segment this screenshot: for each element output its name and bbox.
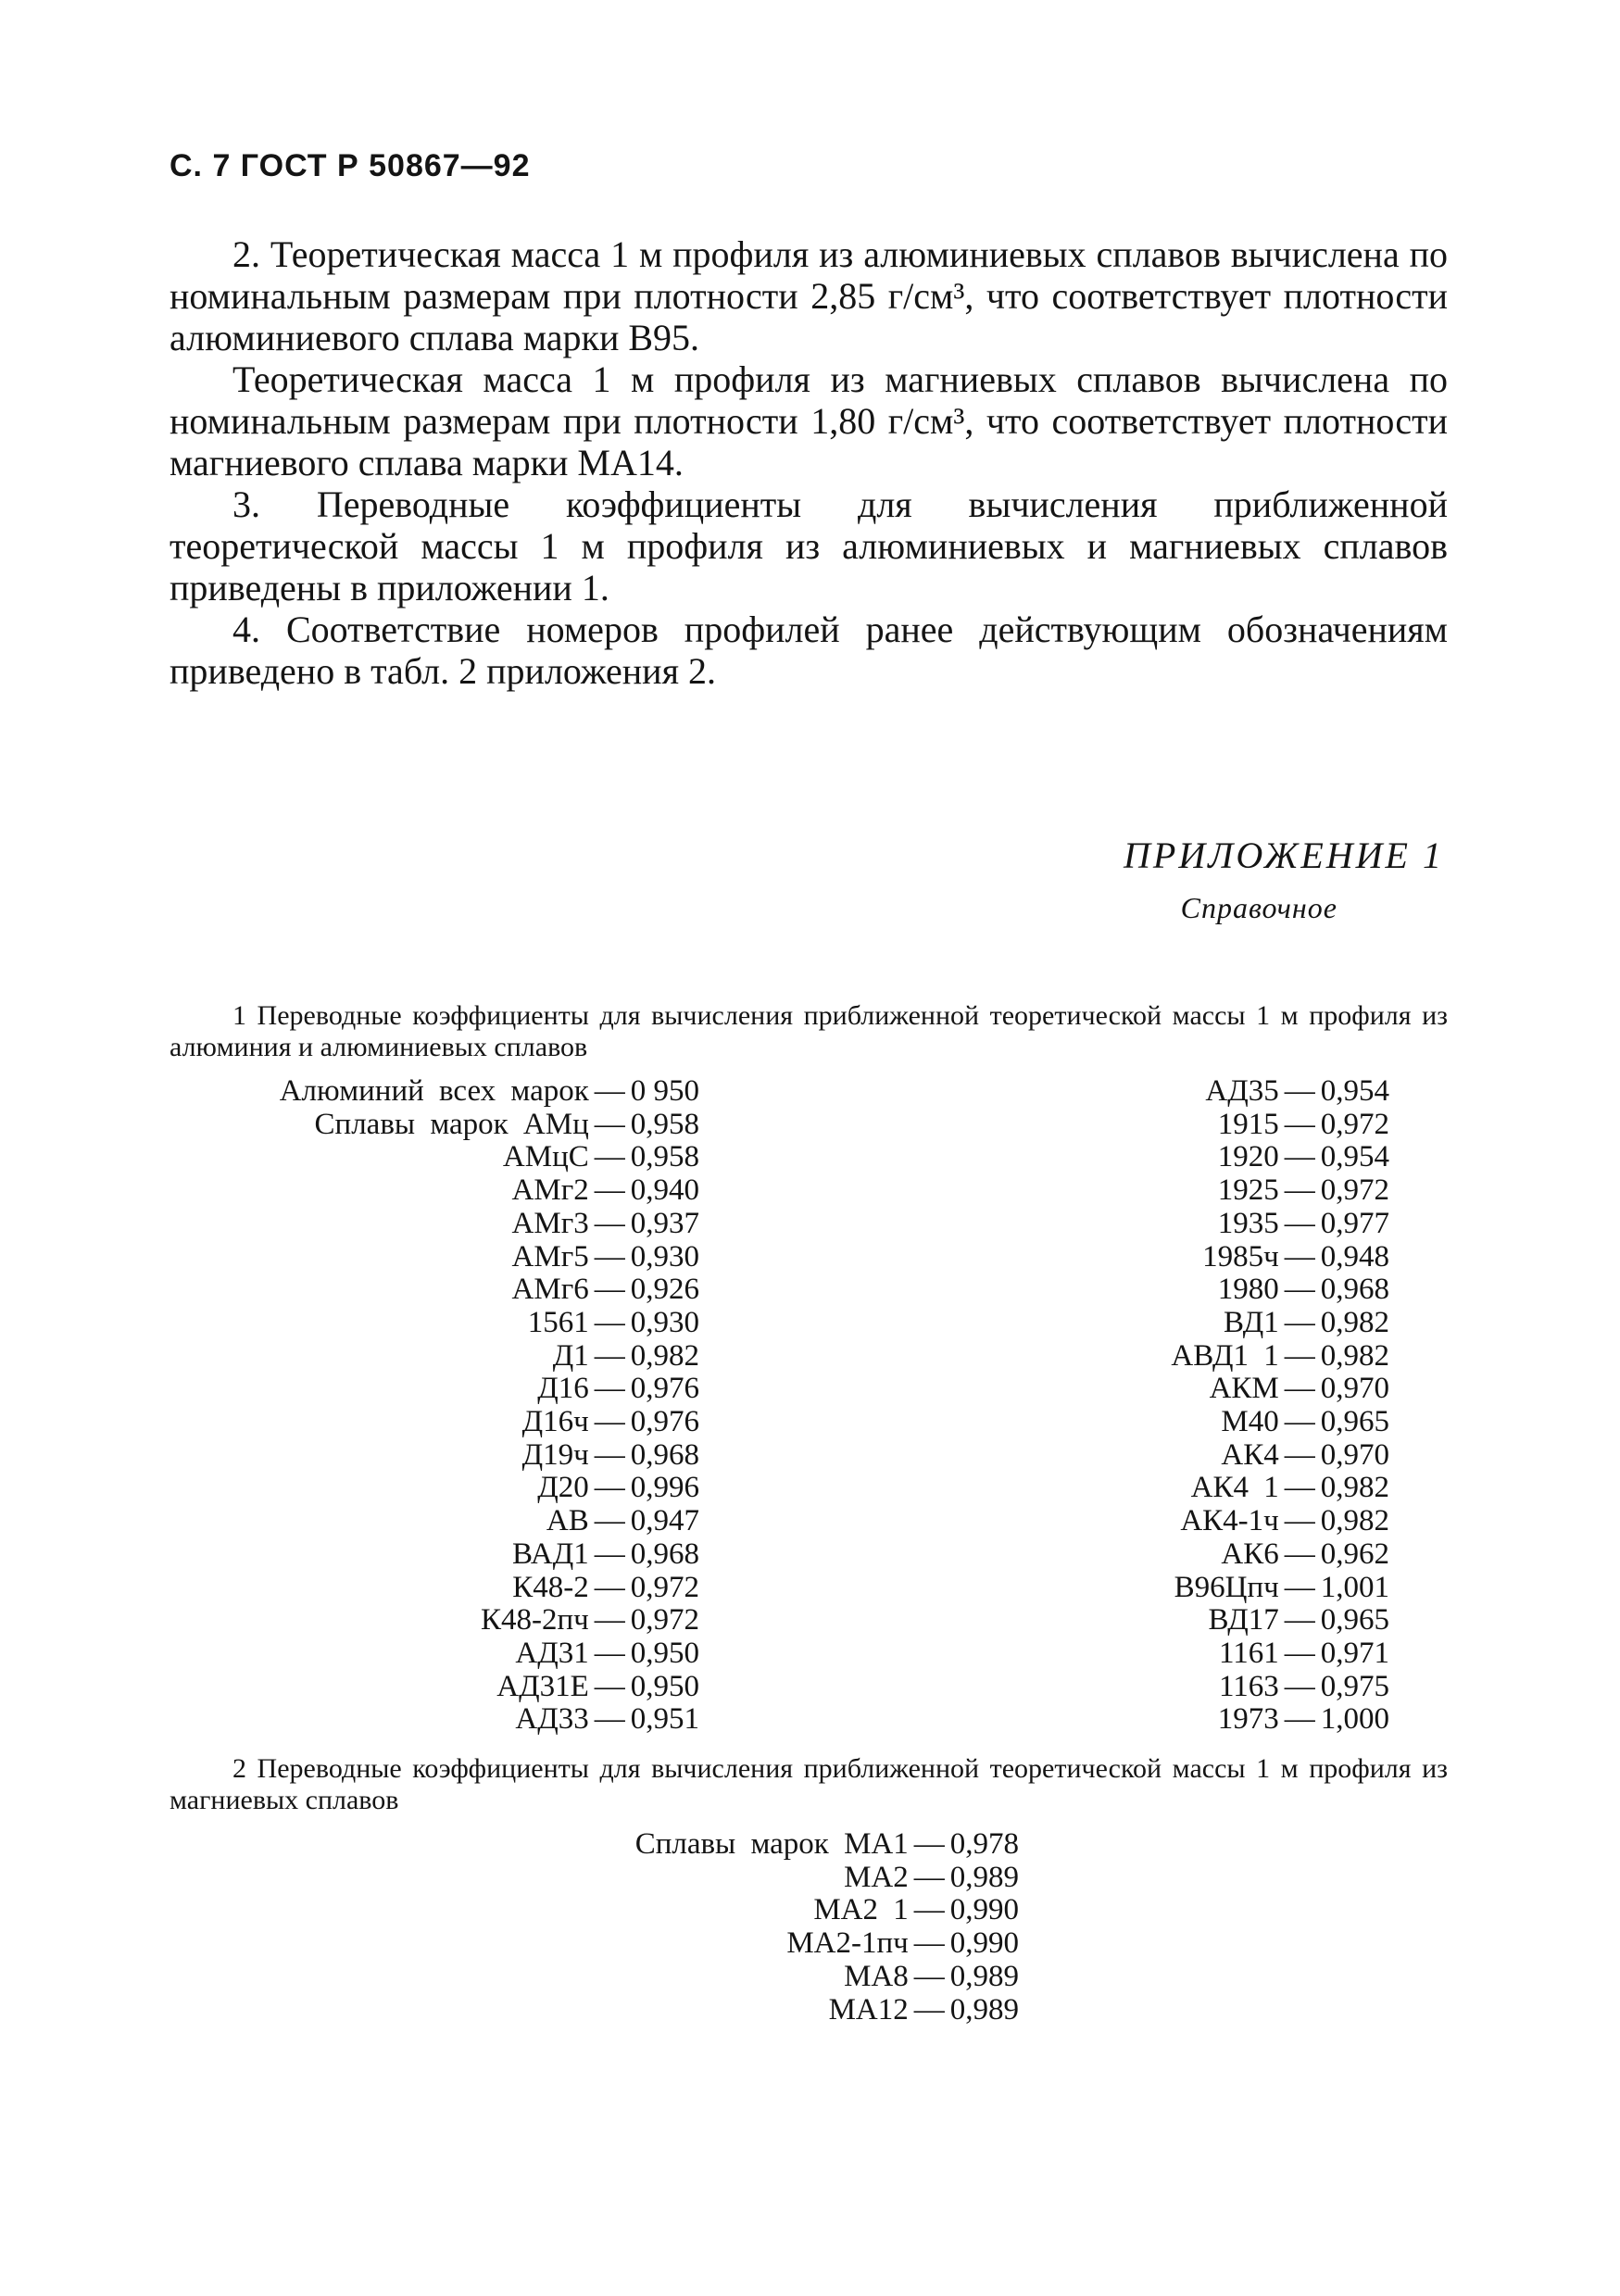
alloy-name: Д20 xyxy=(537,1471,589,1505)
dash: — xyxy=(594,1107,625,1141)
coefficient-value: 0,976 xyxy=(630,1405,699,1439)
alloy-name: МА2 xyxy=(844,1860,909,1894)
coefficient-value: 0,930 xyxy=(630,1239,699,1273)
dash: — xyxy=(1284,1107,1315,1141)
coefficient-row xyxy=(519,1994,1019,2027)
dash: — xyxy=(594,1140,625,1174)
dash: — xyxy=(594,1338,625,1373)
dash: — xyxy=(1284,1636,1315,1670)
dash: — xyxy=(1284,1504,1315,1538)
dash: — xyxy=(594,1603,625,1637)
coefficient-value: 0,982 xyxy=(1320,1504,1389,1538)
dash: — xyxy=(1284,1570,1315,1604)
alloy-name: Д16ч xyxy=(521,1405,589,1439)
coefficient-row xyxy=(1019,1604,1389,1637)
dash: — xyxy=(594,1273,625,1307)
alloy-name: АК4 xyxy=(1221,1437,1279,1472)
alloy-name: ВД17 xyxy=(1208,1603,1279,1637)
coefficient-value: 0,950 xyxy=(630,1669,699,1703)
coefficient-row xyxy=(1019,1373,1389,1406)
coefficient-value: 0,989 xyxy=(949,1860,1019,1894)
coefficient-row xyxy=(1019,1572,1389,1605)
dash: — xyxy=(1284,1471,1315,1505)
alloy-name: 1973 xyxy=(1217,1702,1279,1737)
dash: — xyxy=(594,1570,625,1604)
dash: — xyxy=(1284,1206,1315,1240)
dash: — xyxy=(1284,1537,1315,1571)
aluminium-coefficients-left xyxy=(185,1075,699,1737)
coefficient-row xyxy=(185,1472,699,1505)
dash: — xyxy=(1284,1405,1315,1439)
coefficient-row xyxy=(519,1862,1019,1895)
coefficient-row xyxy=(1019,1439,1389,1473)
alloy-name: АД35 xyxy=(1205,1074,1279,1108)
coefficient-value: 0,972 xyxy=(630,1603,699,1637)
alloy-name: АМг6 xyxy=(511,1273,589,1307)
coefficient-value: 0,940 xyxy=(630,1173,699,1208)
coefficient-value: 0,958 xyxy=(630,1140,699,1174)
coefficient-value: 0,989 xyxy=(949,1959,1019,1993)
dash: — xyxy=(1284,1372,1315,1406)
coefficient-row xyxy=(519,1927,1019,1961)
coefficient-row xyxy=(185,1439,699,1473)
coefficient-row xyxy=(519,1894,1019,1927)
alloy-name: 1561 xyxy=(527,1305,589,1339)
alloy-name: АМг5 xyxy=(511,1239,589,1273)
alloy-name: Д19ч xyxy=(521,1437,589,1472)
alloy-name: АВД1 1 xyxy=(1171,1338,1279,1373)
dash: — xyxy=(594,1405,625,1439)
dash: — xyxy=(913,1992,945,2026)
dash: — xyxy=(594,1372,625,1406)
paragraph-3: 3. Переводные коэффициенты для вычисления приближенной теоретической массы 1 м профиля из алюминиевых и магниевых сплавов приведены в приложении 1. xyxy=(170,483,1448,609)
alloy-name: Сплавы марок МА1 xyxy=(634,1827,909,1861)
section-1-heading: 1 Переводные коэффициенты для вычисления приближенной теоретической массы 1 м профиля из алюминия и алюминиевых сплавов xyxy=(170,1000,1448,1062)
dash: — xyxy=(594,1074,625,1108)
section-2-heading: 2 Переводные коэффициенты для вычисления приближенной теоретической массы 1 м профиля из магниевых сплавов xyxy=(170,1753,1448,1815)
alloy-name: АК6 xyxy=(1221,1537,1279,1571)
coefficient-row xyxy=(1019,1505,1389,1538)
magnesium-coefficients xyxy=(519,1828,1019,2026)
dash: — xyxy=(594,1471,625,1505)
alloy-name: МА2-1пч xyxy=(786,1926,909,1961)
coefficient-value: 0,950 xyxy=(630,1636,699,1670)
coefficient-row xyxy=(1019,1174,1389,1208)
coefficient-row xyxy=(1019,1637,1389,1671)
dash: — xyxy=(1284,1603,1315,1637)
dash: — xyxy=(1284,1437,1315,1472)
coefficient-value: 0,954 xyxy=(1320,1140,1389,1174)
coefficient-row xyxy=(185,1538,699,1572)
coefficient-row xyxy=(185,1505,699,1538)
coefficient-row xyxy=(185,1572,699,1605)
alloy-name: ВД1 xyxy=(1223,1305,1279,1339)
coefficient-row xyxy=(1019,1671,1389,1704)
coefficient-row xyxy=(1019,1141,1389,1174)
coefficient-row xyxy=(185,1208,699,1241)
alloy-name: 1935 xyxy=(1217,1206,1279,1240)
coefficient-value: 0,951 xyxy=(630,1702,699,1737)
alloy-name: Алюминий всех марок xyxy=(279,1074,589,1108)
page-header: С. 7 ГОСТ Р 50867—92 xyxy=(170,148,531,183)
coefficient-row xyxy=(1019,1307,1389,1340)
coefficient-value: 0,937 xyxy=(630,1206,699,1240)
coefficient-row xyxy=(185,1109,699,1142)
alloy-name: К48-2пч xyxy=(480,1603,589,1637)
dash: — xyxy=(594,1669,625,1703)
coefficient-row xyxy=(1019,1208,1389,1241)
alloy-name: АК4 1 xyxy=(1190,1471,1279,1505)
alloy-name: 1161 xyxy=(1218,1636,1279,1670)
alloy-name: 1915 xyxy=(1217,1107,1279,1141)
dash: — xyxy=(1284,1239,1315,1273)
coefficient-value: 0,970 xyxy=(1320,1372,1389,1406)
coefficient-value: 0,926 xyxy=(630,1273,699,1307)
dash: — xyxy=(1284,1074,1315,1108)
coefficient-row xyxy=(519,1828,1019,1862)
dash: — xyxy=(594,1305,625,1339)
coefficient-row xyxy=(185,1241,699,1274)
coefficient-value: 0,968 xyxy=(1320,1273,1389,1307)
alloy-name: 1163 xyxy=(1218,1669,1279,1703)
coefficient-value: 1,000 xyxy=(1320,1702,1389,1737)
alloy-name: МА2 1 xyxy=(813,1893,909,1927)
alloy-name: Д16 xyxy=(537,1372,589,1406)
coefficient-value: 0,978 xyxy=(949,1827,1019,1861)
dash: — xyxy=(913,1827,945,1861)
dash: — xyxy=(594,1702,625,1737)
alloy-name: 1985ч xyxy=(1202,1239,1279,1273)
dash: — xyxy=(913,1860,945,1894)
dash: — xyxy=(1284,1273,1315,1307)
alloy-name: АД31Е xyxy=(496,1669,589,1703)
alloy-name: МА8 xyxy=(844,1959,909,1993)
dash: — xyxy=(913,1926,945,1961)
dash: — xyxy=(594,1206,625,1240)
alloy-name: 1980 xyxy=(1217,1273,1279,1307)
coefficient-row xyxy=(185,1671,699,1704)
alloy-name: АМцС xyxy=(502,1140,589,1174)
coefficient-row xyxy=(1019,1075,1389,1109)
coefficient-value: 0,968 xyxy=(630,1437,699,1472)
coefficient-row xyxy=(185,1340,699,1374)
dash: — xyxy=(594,1537,625,1571)
alloy-name: 1925 xyxy=(1217,1173,1279,1208)
dash: — xyxy=(1284,1702,1315,1737)
coefficient-value: 0,962 xyxy=(1320,1537,1389,1571)
alloy-name: В96Цпч xyxy=(1174,1570,1279,1604)
dash: — xyxy=(1284,1669,1315,1703)
coefficient-value: 0,982 xyxy=(630,1338,699,1373)
coefficient-value: 0,972 xyxy=(630,1570,699,1604)
coefficient-row xyxy=(185,1703,699,1737)
paragraph-2-continued: Теоретическая масса 1 м профиля из магниевых сплавов вычислена по номинальным размерам при плотности 1,80 г/см³, что соответствует плотности магниевого сплава марки МА14. xyxy=(170,358,1448,483)
alloy-name: М40 xyxy=(1221,1405,1279,1439)
coefficient-value: 0,975 xyxy=(1320,1669,1389,1703)
dash: — xyxy=(594,1504,625,1538)
alloy-name: АКМ xyxy=(1209,1372,1279,1406)
alloy-name: АД33 xyxy=(515,1702,589,1737)
coefficient-row xyxy=(185,1604,699,1637)
coefficient-value: 0,982 xyxy=(1320,1338,1389,1373)
alloy-name: Сплавы марок АМц xyxy=(314,1107,589,1141)
dash: — xyxy=(1284,1338,1315,1373)
appendix-title: ПРИЛОЖЕНИЕ 1 xyxy=(1124,834,1444,876)
coefficient-row xyxy=(519,1961,1019,1994)
dash: — xyxy=(1284,1173,1315,1208)
alloy-name: МА12 xyxy=(828,1992,909,2026)
dash: — xyxy=(1284,1305,1315,1339)
coefficient-row xyxy=(1019,1340,1389,1374)
paragraph-2: 2. Теоретическая масса 1 м профиля из алюминиевых сплавов вычислена по номинальным размерам при плотности 2,85 г/см³, что соответствует плотности алюминиевого сплава марки В95. xyxy=(170,233,1448,358)
alloy-name: 1920 xyxy=(1217,1140,1279,1174)
coefficient-value: 0,972 xyxy=(1320,1107,1389,1141)
alloy-name: Д1 xyxy=(552,1338,589,1373)
dash: — xyxy=(594,1437,625,1472)
coefficient-value: 0,930 xyxy=(630,1305,699,1339)
coefficient-value: 0,970 xyxy=(1320,1437,1389,1472)
coefficient-value: 0,990 xyxy=(949,1893,1019,1927)
alloy-name: К48-2 xyxy=(512,1570,589,1604)
coefficient-value: 0,971 xyxy=(1320,1636,1389,1670)
dash: — xyxy=(913,1893,945,1927)
coefficient-row xyxy=(185,1406,699,1439)
coefficient-value: 0,948 xyxy=(1320,1239,1389,1273)
coefficient-value: 0,996 xyxy=(630,1471,699,1505)
coefficient-row xyxy=(1019,1538,1389,1572)
appendix-subtitle: Справочное xyxy=(1180,891,1337,924)
coefficient-value: 0,965 xyxy=(1320,1603,1389,1637)
coefficient-row xyxy=(1019,1241,1389,1274)
coefficient-value: 0,989 xyxy=(949,1992,1019,2026)
coefficient-row xyxy=(1019,1703,1389,1737)
coefficient-value: 0 950 xyxy=(630,1074,699,1108)
coefficient-value: 0,972 xyxy=(1320,1173,1389,1208)
coefficient-row xyxy=(185,1637,699,1671)
paragraph-4: 4. Соответствие номеров профилей ранее действующим обозначениям приведено в табл. 2 приложения 2. xyxy=(170,609,1448,692)
coefficient-row xyxy=(185,1273,699,1307)
coefficient-row xyxy=(185,1307,699,1340)
coefficient-row xyxy=(185,1373,699,1406)
coefficient-row xyxy=(1019,1273,1389,1307)
alloy-name: АВ xyxy=(546,1504,589,1538)
alloy-name: АМг3 xyxy=(511,1206,589,1240)
coefficient-value: 0,947 xyxy=(630,1504,699,1538)
coefficient-value: 0,968 xyxy=(630,1537,699,1571)
alloy-name: АМг2 xyxy=(511,1173,589,1208)
coefficient-row xyxy=(185,1141,699,1174)
dash: — xyxy=(594,1173,625,1208)
coefficient-row xyxy=(1019,1109,1389,1142)
coefficient-row xyxy=(185,1075,699,1109)
coefficient-value: 0,954 xyxy=(1320,1074,1389,1108)
coefficient-row xyxy=(185,1174,699,1208)
coefficient-row xyxy=(1019,1472,1389,1505)
dash: — xyxy=(1284,1140,1315,1174)
coefficient-value: 0,958 xyxy=(630,1107,699,1141)
coefficient-value: 0,976 xyxy=(630,1372,699,1406)
coefficient-value: 0,982 xyxy=(1320,1471,1389,1505)
coefficient-value: 1,001 xyxy=(1320,1570,1389,1604)
coefficient-value: 0,990 xyxy=(949,1926,1019,1961)
dash: — xyxy=(594,1636,625,1670)
alloy-name: АК4-1ч xyxy=(1180,1504,1279,1538)
aluminium-coefficients-right xyxy=(1019,1075,1389,1737)
coefficient-value: 0,965 xyxy=(1320,1405,1389,1439)
alloy-name: АД31 xyxy=(515,1636,589,1670)
alloy-name: ВАД1 xyxy=(511,1537,589,1571)
dash: — xyxy=(913,1959,945,1993)
coefficient-value: 0,982 xyxy=(1320,1305,1389,1339)
coefficient-row xyxy=(1019,1406,1389,1439)
dash: — xyxy=(594,1239,625,1273)
coefficient-value: 0,977 xyxy=(1320,1206,1389,1240)
